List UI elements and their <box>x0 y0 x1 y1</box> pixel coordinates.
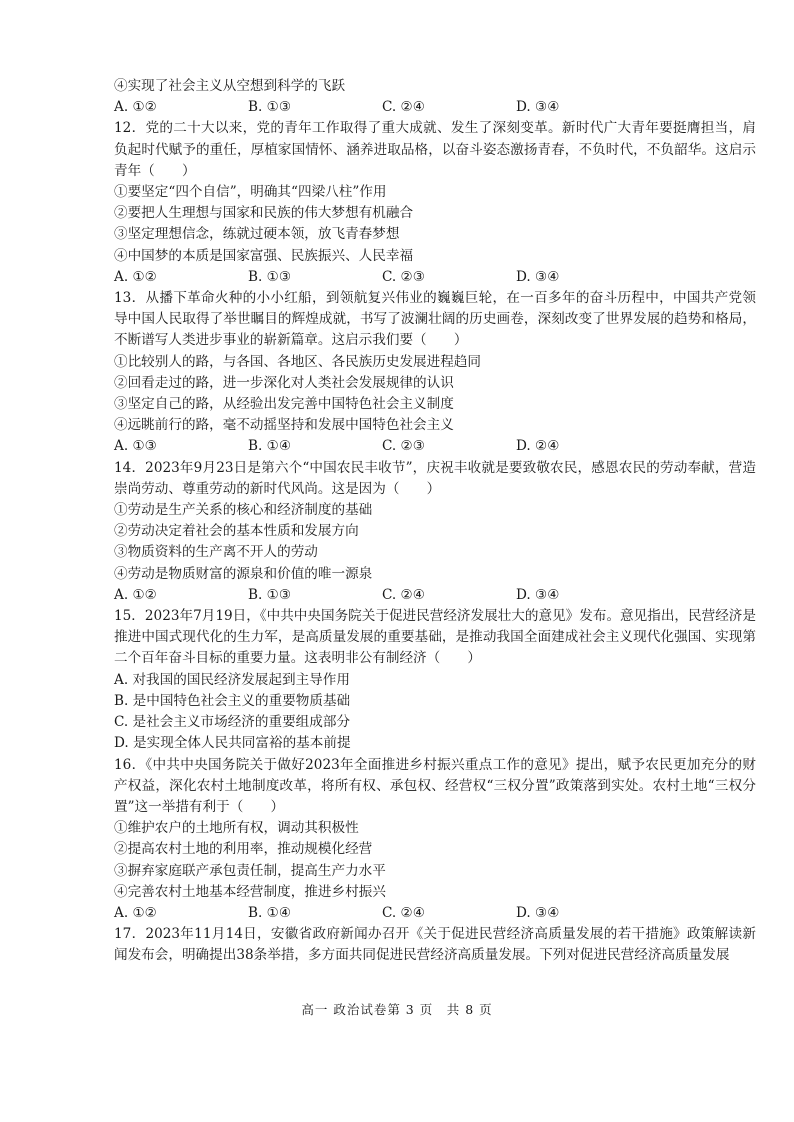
option-b: B. ①④ <box>248 904 292 921</box>
option-d: D. 是实现全体人民共同富裕的基本前提 <box>114 735 351 752</box>
statement-1: ①劳动是生产关系的核心和经济制度的基础 <box>114 502 373 519</box>
statement-2: ②提高农村土地的利用率，推动规模化经营 <box>114 841 373 858</box>
question-13-stem: 13．从播下革命火种的小小红船，到领航复兴伟业的巍巍巨轮，在一百多年的奋斗历程中，中国共产党领导中国人民取得了举世瞩目的辉煌成就，书写了波澜壮阔的历史画卷，深刻改变了世界发展的趋势和格局，不断谱写人类进步事业的崭新篇章。这启示我们要（ ） <box>114 290 756 349</box>
statement-1: ①维护农户的土地所有权，调动其积极性 <box>114 820 359 837</box>
statement-3: ③摒弃家庭联产承包责任制，提高生产力水平 <box>114 862 386 879</box>
answer-options <box>114 267 754 288</box>
option-c: C. ②③ <box>382 268 425 285</box>
option-c: C. ②③ <box>382 438 425 455</box>
answer-options <box>114 436 754 457</box>
option-c: C. ②④ <box>382 904 425 921</box>
option-a: A. ①② <box>114 268 157 285</box>
statement-4: ④中国梦的本质是国家富强、民族振兴、人民幸福 <box>114 247 414 264</box>
option-a: A. ①③ <box>114 438 157 455</box>
option-c: C. ②④ <box>382 586 425 603</box>
statement-1: ①比较别人的路，与各国、各地区、各民族历史发展进程趋同 <box>114 353 482 370</box>
option-b: B. ①③ <box>248 586 292 603</box>
option-d: D. ③④ <box>516 904 560 921</box>
option-b: B. ①③ <box>248 268 292 285</box>
option-d: D. ③④ <box>516 586 560 603</box>
option-c: C. 是社会主义市场经济的重要组成部分 <box>114 714 351 731</box>
option-d: D. ②④ <box>516 438 560 455</box>
option-c: C. ②④ <box>382 99 425 116</box>
statement-3: ③物质资料的生产离不开人的劳动 <box>114 544 318 561</box>
statement-4: ④实现了社会主义从空想到科学的飞跃 <box>114 78 346 94</box>
question-14-stem: 14．2023年9月23日是第六个“中国农民丰收节”，庆祝丰收就是要致敬农民，感恩农民的劳动奉献，营造崇尚劳动、尊重劳动的新时代风尚。这是因为（ ） <box>114 459 756 497</box>
statement-4: ④远眺前行的路，毫不动摇坚持和发展中国特色社会主义 <box>114 417 454 434</box>
option-a: A. ①② <box>114 904 157 921</box>
answer-options <box>114 903 754 924</box>
statement-3: ③坚定理想信念，练就过硬本领，放飞青春梦想 <box>114 226 400 243</box>
question-12-stem: 12．党的二十大以来，党的青年工作取得了重大成就、发生了深刻变革。新时代广大青年要挺膺担当，肩负起时代赋予的重任，厚植家国情怀、涵养进取品格，以奋斗姿态激扬青春，不负时代，不负韶华。这启示青年（ ） <box>114 120 756 179</box>
option-d: D. ③④ <box>516 268 560 285</box>
option-d: D. ③④ <box>516 99 560 116</box>
statement-2: ②劳动决定着社会的基本性质和发展方向 <box>114 523 359 540</box>
option-b: B. 是中国特色社会主义的重要物质基础 <box>114 692 351 709</box>
statement-3: ③坚定自己的路，从经验出发完善中国特色社会主义制度 <box>114 396 454 413</box>
statement-4: ④劳动是物质财富的源泉和价值的唯一源泉 <box>114 565 373 582</box>
statement-2: ②回看走过的路，进一步深化对人类社会发展规律的认识 <box>114 374 454 391</box>
question-17-stem: 17．2023年11月14日，安徽省政府新闻办召开《关于促进民营经济高质量发展的若干措施》政策解读新闻发布会，明确提出38条举措，多方面共同促进民营经济高质量发展。下列对促进民营经济高质量发展 <box>114 926 756 964</box>
statement-2: ②要把人生理想与国家和民族的伟大梦想有机融合 <box>114 205 414 222</box>
page-footer: 高一 政治试卷第 3 页 共 8 页 <box>301 1002 493 1017</box>
question-15-stem: 15．2023年7月19日，《中共中央国务院关于促进民营经济发展壮大的意见》发布。意见指出，民营经济是推进中国式现代化的生力军，是高质量发展的重要基础，是推动我国全面建成社会主义现代化强国、实现第二个百年奋斗目标的重要力量。这表明非公有制经济（ ） <box>114 608 756 667</box>
option-a: A. 对我国的国民经济发展起到主导作用 <box>114 671 350 688</box>
answer-options <box>114 585 754 606</box>
option-b: B. ①④ <box>248 438 292 455</box>
question-16-stem: 16．《中共中央国务院关于做好2023年全面推进乡村振兴重点工作的意见》提出，赋予农民更加充分的财产权益，深化农村土地制度改革，将所有权、承包权、经营权“三权分置”政策落到实处。农村土地“三权分置”这一举措有利于（ ） <box>114 756 756 815</box>
option-a: A. ①② <box>114 586 157 603</box>
option-a: A. ①② <box>114 99 157 116</box>
statement-4: ④完善农村土地基本经营制度，推进乡村振兴 <box>114 883 386 900</box>
option-b: B. ①③ <box>248 99 292 116</box>
answer-options <box>114 97 754 118</box>
statement-1: ①要坚定“四个自信”，明确其“四梁八柱”作用 <box>114 184 387 201</box>
